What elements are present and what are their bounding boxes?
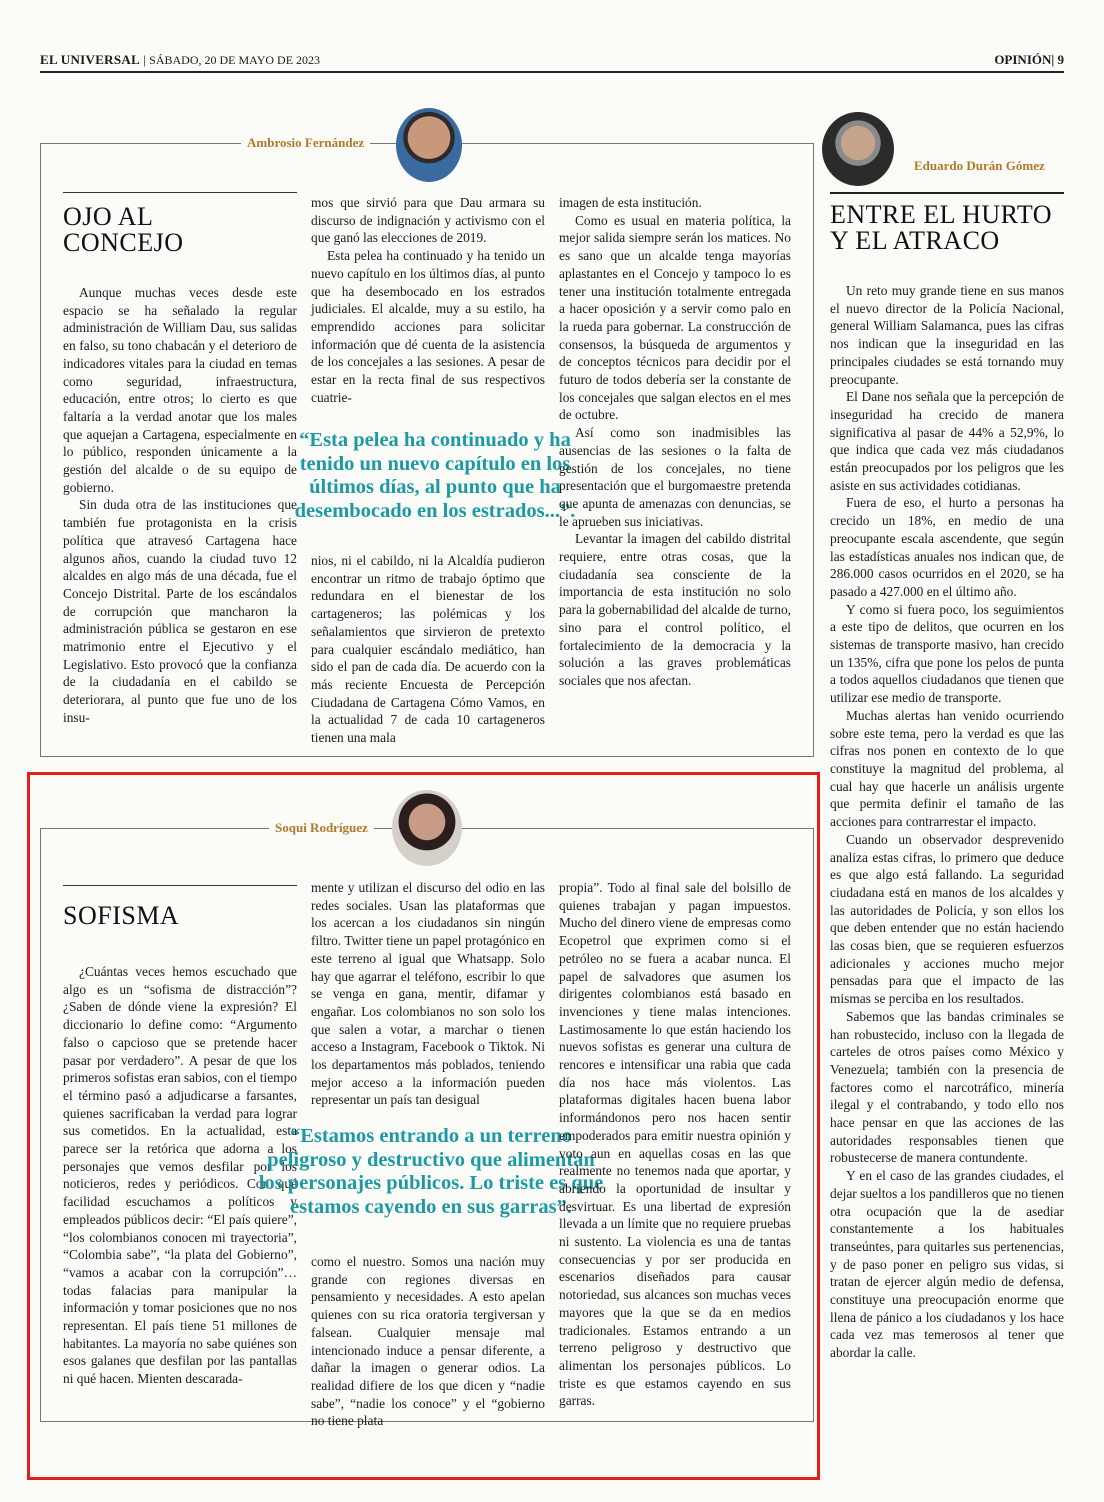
header-separator: | <box>143 52 150 67</box>
paragraph: mente y utilizan el discurso del odio en las redes sociales. Usan las plataformas que los acercan a los ciudadanos sin ningún filtro. Twitter tiene un papel protagónico en este terreno al igual que Whatsapp. Solo hay que agarrar el teléfono, escribir lo que se venga en gana, mentir, difamar y engañar. Los colombianos no son solo los que salen a votar, a marchar o tienen acceso a Instagram, Facebook o Tiktok. Ni los departamentos más poblados, teniendo mejor acceso a la información pueden representar un país tan desigual <box>311 880 545 1108</box>
paragraph: Cuando un observador desprevenido analiza estas cifras, lo primero que deduce es que algo está fallando. La seguridad ciudadana está en manos de los alcaldes y las autoridades de Policía, y son ellos los que deben entender que no están haciendo las cosas bien, que se requieren esfuerzos adicionales y acciones mucho mejor pensadas para que el impacto de las mismas se perciba en los resultados. <box>830 831 1064 1007</box>
title-line: CONCEJO <box>63 228 184 257</box>
author-name: Soqui Rodríguez <box>269 820 374 836</box>
paragraph: Y en el caso de las grandes ciudades, el dejar sueltos a los pandilleros que no tienen otra ocupación que la de asediar constantemente a los habituales transeúntes, para quitarles sus pertenencias, y de paso poner en peligro sus vidas, si tratan de ejercer algún medio de defensa, constituye una preocupación enorme que llena de pánico a los ciudadanos y los hace cada vez mas temerosos al tener que abordar la calle. <box>830 1168 1064 1361</box>
issue-date: SÁBADO, 20 DE MAYO DE 2023 <box>149 53 321 67</box>
article-title <box>63 204 297 256</box>
page-header <box>40 52 1064 68</box>
article-column-2-top <box>311 194 545 426</box>
article-column-1 <box>63 284 297 746</box>
paragraph: Como es usual en materia política, la mejor salida siempre serán los matices. No es sano que un alcalde tenga mayorías aplastantes en el Concejo y tampoco lo es tener una institución totalmente entregada a hacer oposición y a servir como palo en la rueda para gobernar. La construcción de consensos, la búsqueda de argumentos y de conceptos técnicos para decidir por el futuro de todos debería ser la constante de los concejales que salgan electos en el mes de octubre. <box>559 212 791 423</box>
paragraph: como el nuestro. Somos una nación muy grande con regiones diversas en pensamiento y necesidades. A esto apelan quienes con su rica oratoria tergiversan y falsean. Cualquier mensaje mal intencionado induce a pensar diferente, a dañar la imagen o generar odios. La realidad difiere de los que dicen y “nadie sabe”, “nadie los conoce” y el “gobierno no tiene plata <box>311 1254 545 1429</box>
author-name: Ambrosio Fernández <box>241 135 370 151</box>
title-line: OJO AL <box>63 202 154 231</box>
paragraph: Aunque muchas veces desde este espacio se ha señalado la regular administración de William Dau, sus salidas en falso, su tono chabacán y el deterioro de indicadores vitales para la ciudad en temas como seguridad, infraestructura, educación, entre otros; lo cierto es que faltaría a la verdad anotar que los males que aquejan a Cartagena, especialmente en lo público, responden únicamente a la gestión del alcalde o de su equipo de gobierno. <box>63 285 297 495</box>
paragraph: Un reto muy grande tiene en sus manos el nuevo director de la Policía Nacional, general William Salamanca, pues las cifras nos indican que la inseguridad en las principales ciudades se está tornando muy preocupante. <box>830 283 1064 387</box>
highlight-frame <box>27 772 820 1480</box>
section-label <box>994 52 1064 68</box>
newspaper-name: EL UNIVERSAL <box>40 52 141 67</box>
pull-quote: “Esta pelea ha continuado y ha tenido un nuevo capítulo en los últimos días, al punto que ha desembocado en los estrados...”. <box>294 429 576 522</box>
article-title <box>830 202 1070 254</box>
author-name: Eduardo Durán Gómez <box>914 158 1045 173</box>
section-name: OPINIÓN <box>994 52 1052 67</box>
page-number: 9 <box>1057 52 1064 67</box>
paragraph: mos que sirvió para que Dau armara su discurso de indignación y activismo con el que ganó las elecciones de 2019. <box>311 195 545 246</box>
article-column <box>830 282 1064 1482</box>
author-photo <box>822 112 894 186</box>
paragraph: Muchas alertas han venido ocurriendo sobre este tema, pero la verdad es que las cifras nos ponen en contexto de lo que constituye la magnitud del problema, al cual hay que hacerle un análisis urgente que permita definir el tamaño de las acciones para contrarrestar el impacto. <box>830 707 1064 830</box>
article-ojo-al-concejo <box>40 135 814 757</box>
paragraph: Sin duda otra de las instituciones que también fue protagonista en la crisis política que atravesó Cartagena hace algunos años, cuando la ciudad tuvo 12 alcaldes en algo más de una década, fue el Concejo Distrital. Parte de los escándalos de corrupción que mancharon la administración pública se gestaron en ese matrimonio entre el Ejecutivo y el Legislativo. Esto provocó que la confianza de la ciudadanía en el cabildo se deteriorara, al punto que fue uno de los insu- <box>63 497 297 725</box>
section-separator: | <box>1051 52 1058 67</box>
article-column-3 <box>559 194 791 746</box>
title-line: ENTRE EL HURTO <box>830 200 1053 229</box>
paragraph: propia”. Todo al final sale del bolsillo de quienes trabajan y pagan impuestos. Mucho del dinero viene de empresas como Ecopetrol que exprimen como si el petróleo no se fuera a acabar nunca. El papel de salvadores que asumen los dirigentes colombianos está basado en invenciones y tiene malas intenciones. Lastimosamente lo que están haciendo los nuevos sofistas es generar una cultura de rencores e intensificar una rabia que cada día nos hace más violentos. Las plataformas digitales hacen buena labor informándonos pero nos hacen sentir empoderados para emitir nuestra opinión y voto aun en aquellas cosas en las que realmente no tenemos nada que aportar, y abriendo la oportunidad de insultar y desvirtuar. Es una libertad de expresión llevada a un límite que no requiere pruebas ni sustento. La violencia es una de tantas consecuencias y por ser producida en escenarios diseñados para causar notoriedad, sus alcances son muchas veces mayores que la que se da en medios tradicionales. Estamos entrando a un terreno peligroso y destructivo que alimentan los personajes públicos. Lo triste es que estamos cayendo en sus garras. <box>559 880 791 1409</box>
paragraph: ¿Cuántas veces hemos escuchado que algo es un “sofisma de distracción”? ¿Saben de dónde viene la expresión? El diccionario lo define como: “Argumento falso o capcioso que se pretende hacer pasar por verdadero”. A pesar de que los primeros sofistas eran sabios, con el tiempo el término pasó a adjudicarse a farsantes, quienes sacrificaban la verdad para lograr sus cometidos. En la actualidad, esta parece ser la retórica que adorna a los personajes que vemos desfilar por los noticieros, redes y periódicos. Con qué facilidad escuchamos a políticos y empleados públicos decir: “El país quiere”, “los colombianos conocen mi trayectoria”, “Colombia sabe”, “la plata del Gobierno”, “vamos a acabar con la corrupción”… todas falacias para manipular la información y tomar posiciones que no nos representan. El país tiene 51 millones de habitantes. La mayoría no sabe quiénes son esos galanes que desfilan por las pantallas ni qué hacen. Mienten descarada- <box>63 964 297 1387</box>
paragraph: El Dane nos señala que la percepción de inseguridad ha crecido de manera significativa al pasar de 44% a 52,9%, lo que indica que cada vez más ciudadanos están preocupados por los peligros que les asiste en sus actividades cotidianas. <box>830 389 1064 493</box>
author-photo <box>396 108 462 182</box>
article-title: SOFISMA <box>63 901 180 930</box>
paragraph: nios, ni el cabildo, ni la Alcaldía pudieron encontrar un ritmo de trabajo óptimo que redundara en el bienestar de los cartageneros; las polémicas y los señalamientos que sirvieron de pretexto para cualquier escándalo mediático, han sido el pan de cada día. De acuerdo con la más reciente Encuesta de Percepción Ciudadana de Cartagena Cómo Vamos, en la actualidad 7 de cada 10 cartageneros tienen una mala <box>311 553 545 746</box>
paragraph: Y como si fuera poco, los seguimientos a este tipo de delitos, que ocurren en los sistemas de transporte masivo, han crecido un 135%, cifra que pone los pelos de punta a todos aquellos ciudadanos que tienen que utilizar ese medio de transporte. <box>830 601 1064 706</box>
title-rule <box>63 192 297 193</box>
pull-quote: “Estamos entrando a un terreno peligroso y destructivo que alimentan los personajes públicos. Lo triste es que estamos cayendo en sus garras”. <box>258 1125 604 1218</box>
paragraph: Sabemos que las bandas criminales se han robustecido, incluso con la llegada de carteles de otros países como México y Venezuela; también con la presencia de factores como el narcotráfico, minería ilegal y el contrabando, y todo ello nos hace pensar en que las acciones de las autoridades responsables tienen que robustecerse de manera contundente. <box>830 1008 1064 1166</box>
paragraph: Así como son inadmisibles las ausencias de las sesiones o la falta de gestión de los concejales, no tiene presentación que el burgomaestre pretenda que apunta de amenazas con denuncias, se le aprueben sus iniciativas. <box>559 425 791 529</box>
paragraph: imagen de esta institución. <box>559 195 702 210</box>
title-line: Y EL ATRACO <box>830 226 1000 255</box>
paragraph: Levantar la imagen del cabildo distrital requiere, entre otras cosas, que la ciudadanía sea consciente de la importancia de esta institución no solo para la gobernabilidad del alcalde de turno, sino para el control político, el fortalecimiento de la democracia y la solución a las graves problemáticas sociales que nos afectan. <box>559 531 791 688</box>
paragraph: Esta pelea ha continuado y ha tenido un nuevo capítulo en los últimos días, al punto que ha desembocado en los estrados judiciales. El alcalde, muy a su estilo, ha emprendido acciones para solicitar información que dé cuenta de la asistencia de los concejales a las sesiones. A pesar de estar en la recta final de sus respectivos cuatrie- <box>311 248 545 405</box>
title-rule <box>830 192 1064 194</box>
header-rule <box>40 71 1064 73</box>
article-column-2-bottom <box>311 552 545 746</box>
paragraph: Fuera de eso, el hurto a personas ha crecido un 18%, en medio de una preocupante escala ascendente, que según las estadísticas anuales nos indican que, de 286.000 casos ocurridos en el 2020, se ha pasado a 427.000 en el último año. <box>830 495 1064 599</box>
